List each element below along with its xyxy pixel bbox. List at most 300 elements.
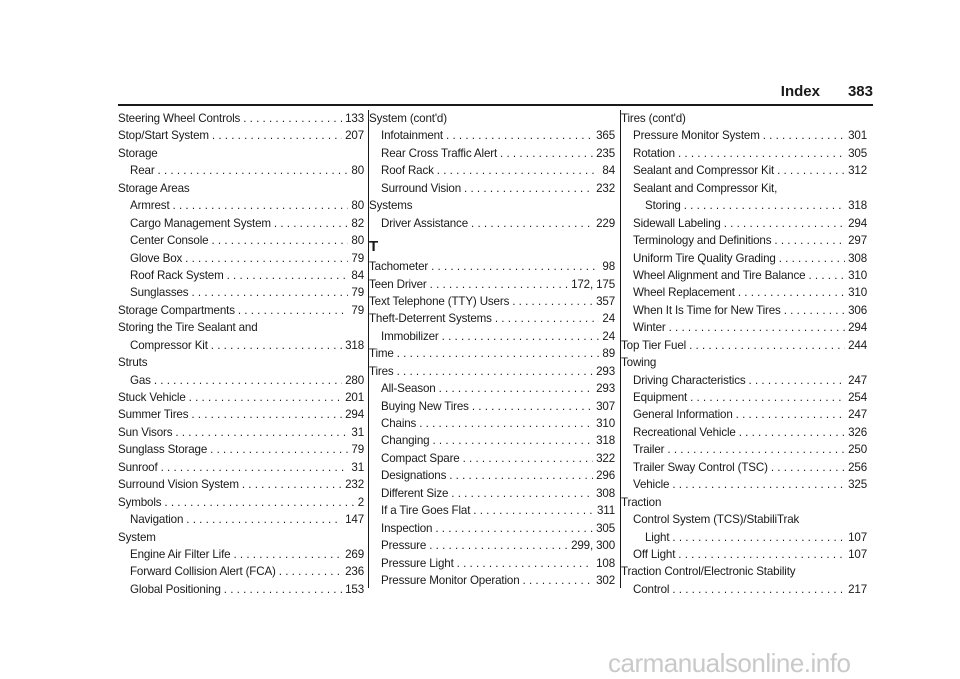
index-page-ref: 301 xyxy=(848,129,867,143)
index-page-ref: 318 xyxy=(848,199,867,213)
index-term: Stop/Start System xyxy=(118,129,209,143)
index-page-ref: 232 xyxy=(345,478,364,492)
index-term: Tires xyxy=(369,364,394,378)
dot-leader xyxy=(667,441,845,458)
index-entry xyxy=(369,145,615,162)
dot-leader xyxy=(690,389,845,406)
index-page-ref: 244 xyxy=(848,338,867,352)
index-term: Tires (cont'd) xyxy=(621,112,686,125)
index-term: All-Season xyxy=(381,382,436,396)
index-term: Armrest xyxy=(130,199,170,213)
index-term: Engine Air Filter Life xyxy=(130,547,231,561)
index-entry xyxy=(118,511,364,528)
dot-leader xyxy=(451,485,593,502)
dot-leader xyxy=(463,450,593,467)
dot-leader xyxy=(397,363,594,380)
index-term: Time xyxy=(369,347,394,361)
index-page-ref: 307 xyxy=(596,399,615,413)
dot-leader xyxy=(233,546,342,563)
index-entry xyxy=(369,293,615,310)
index-entry xyxy=(369,110,615,127)
dot-leader xyxy=(211,232,348,249)
index-page-ref: 82 xyxy=(351,216,364,230)
index-term: Inspection xyxy=(381,521,433,535)
index-term: Roof Rack xyxy=(381,164,434,178)
index-term: Sunglasses xyxy=(130,286,189,300)
index-entry xyxy=(118,424,364,441)
index-page-ref: 305 xyxy=(596,521,615,535)
index-page-ref: 256 xyxy=(848,460,867,474)
index-entry xyxy=(369,432,615,449)
index-entry xyxy=(621,162,867,179)
index-letter-heading: T xyxy=(369,238,379,256)
dot-leader xyxy=(429,537,568,554)
index-page-ref: 312 xyxy=(848,164,867,178)
index-entry xyxy=(118,459,364,476)
index-entry xyxy=(369,502,615,519)
index-term: Light xyxy=(645,530,670,544)
index-entry xyxy=(118,354,364,371)
index-page-ref: 153 xyxy=(345,582,364,596)
dot-leader xyxy=(442,328,600,345)
dot-leader xyxy=(186,511,342,528)
index-term: Traction Control/Electronic Stability xyxy=(621,565,796,579)
index-entry xyxy=(621,354,867,371)
index-term: Sunroof xyxy=(118,460,158,474)
page-number: 383 xyxy=(847,82,873,100)
index-entry xyxy=(369,398,615,415)
index-entry xyxy=(118,337,364,354)
index-term: Glove Box xyxy=(130,251,183,265)
section-title: Index xyxy=(780,82,820,100)
index-page-ref: 280 xyxy=(345,373,364,387)
index-page-ref: 299, 300 xyxy=(571,539,615,553)
index-page-ref: 232 xyxy=(596,181,615,195)
index-term: Recreational Vehicle xyxy=(633,425,736,439)
dot-leader xyxy=(495,310,600,327)
dot-leader xyxy=(242,476,342,493)
index-term: Stuck Vehicle xyxy=(118,391,186,404)
index-entry xyxy=(118,110,364,127)
index-entry xyxy=(118,127,364,144)
watermark: carmanualsonline.info xyxy=(608,648,851,678)
index-term: System xyxy=(118,530,156,544)
dot-leader xyxy=(669,319,845,336)
index-term: Towing xyxy=(621,356,657,370)
index-term: Forward Collision Alert (FCA) xyxy=(130,565,276,579)
dot-leader xyxy=(771,459,845,476)
index-page-ref: 308 xyxy=(848,251,867,265)
index-entry xyxy=(621,319,867,336)
index-term: Traction xyxy=(621,495,662,509)
index-entry xyxy=(118,215,364,232)
index-page-ref: 269 xyxy=(345,547,364,561)
dot-leader xyxy=(191,284,348,301)
index-page-ref: 147 xyxy=(345,513,364,527)
index-term: Uniform Tire Quality Grading xyxy=(633,251,776,265)
dot-leader xyxy=(437,162,600,179)
index-page-ref: 318 xyxy=(345,338,364,352)
index-entry xyxy=(118,284,364,301)
dot-leader xyxy=(435,520,593,537)
index-entry xyxy=(369,310,615,327)
dot-leader xyxy=(471,215,593,232)
index-term: Compact Spare xyxy=(381,451,460,465)
index-page-ref: 217 xyxy=(848,582,867,596)
index-term: Designations xyxy=(381,469,447,483)
dot-leader xyxy=(724,215,845,232)
index-entry xyxy=(621,127,867,144)
dot-leader xyxy=(238,302,349,319)
dot-leader xyxy=(210,441,348,458)
index-page-ref: 201 xyxy=(345,391,364,404)
index-column-2 xyxy=(369,110,615,589)
index-page-ref: 236 xyxy=(345,565,364,579)
index-page-ref: 297 xyxy=(848,234,867,248)
index-term: Different Size xyxy=(381,486,449,500)
index-entry xyxy=(621,110,867,127)
index-page-ref: 322 xyxy=(596,451,615,465)
dot-leader xyxy=(419,415,593,432)
index-page-ref: 310 xyxy=(848,286,867,300)
index-entry xyxy=(118,441,364,458)
dot-leader xyxy=(154,372,342,389)
index-page-ref: 311 xyxy=(596,504,615,518)
index-term: Wheel Replacement xyxy=(633,286,735,300)
index-entry xyxy=(369,520,615,537)
dot-leader xyxy=(173,197,349,214)
index-entry xyxy=(369,363,615,380)
index-page-ref: 207 xyxy=(345,129,364,143)
index-column-3 xyxy=(621,110,867,598)
index-entry xyxy=(118,145,364,162)
index-entry xyxy=(369,415,615,432)
index-page-ref: 84 xyxy=(602,164,615,178)
header-divider xyxy=(118,104,873,106)
index-entry xyxy=(621,563,867,580)
dot-leader xyxy=(431,258,599,275)
index-term: Surround Vision System xyxy=(118,478,239,492)
dot-leader xyxy=(164,494,354,511)
index-term: Changing xyxy=(381,434,430,448)
dot-leader xyxy=(672,476,845,493)
index-entry xyxy=(118,162,364,179)
index-entry xyxy=(118,319,364,336)
index-entry xyxy=(621,424,867,441)
index-term: Pressure Light xyxy=(381,556,454,570)
dot-leader xyxy=(274,215,348,232)
index-page-ref: 79 xyxy=(351,443,364,457)
index-term: Struts xyxy=(118,356,148,370)
index-page-ref: 294 xyxy=(345,408,364,422)
index-term: Vehicle xyxy=(633,478,670,492)
index-entry xyxy=(621,372,867,389)
index-term: When It Is Time for New Tires xyxy=(633,303,781,317)
index-page-ref: 310 xyxy=(848,268,867,282)
index-page-ref: 79 xyxy=(351,286,364,300)
index-term: Driver Assistance xyxy=(381,216,469,230)
index-page-ref: 294 xyxy=(848,216,867,230)
dot-leader xyxy=(446,127,593,144)
index-term: Control xyxy=(633,582,670,596)
index-entry xyxy=(118,250,364,267)
index-entry xyxy=(621,406,867,423)
index-entry xyxy=(621,337,867,354)
index-page-ref: 98 xyxy=(602,260,615,274)
index-page-ref: 24 xyxy=(602,312,615,326)
index-entry xyxy=(369,162,615,179)
index-page-ref: 250 xyxy=(848,443,867,457)
dot-leader xyxy=(191,406,342,423)
index-entry xyxy=(118,494,364,511)
dot-leader xyxy=(464,180,593,197)
index-page-ref: 84 xyxy=(351,268,364,282)
index-entry xyxy=(621,441,867,458)
index-entry xyxy=(369,485,615,502)
index-entry xyxy=(369,345,615,362)
index-page-ref: 293 xyxy=(596,382,615,396)
index-page-ref: 79 xyxy=(351,303,364,317)
index-page-ref: 247 xyxy=(848,408,867,422)
index-term: Control System (TCS)/StabiliTrak xyxy=(633,513,800,527)
index-term: Driving Characteristics xyxy=(633,373,746,387)
dot-leader xyxy=(784,302,845,319)
index-entry xyxy=(621,389,867,406)
dot-leader xyxy=(684,197,845,214)
dot-leader xyxy=(739,424,845,441)
dot-leader xyxy=(449,467,593,484)
index-page-ref: 308 xyxy=(596,486,615,500)
index-entry xyxy=(118,406,364,423)
index-term: Sun Visors xyxy=(118,425,173,439)
index-entry xyxy=(369,450,615,467)
index-term: Steering Wheel Controls xyxy=(118,112,241,125)
index-entry xyxy=(621,215,867,232)
index-entry xyxy=(118,267,364,284)
index-term: Wheel Alignment and Tire Balance xyxy=(633,268,806,282)
index-term: Theft-Deterrent Systems xyxy=(369,312,492,326)
index-term: Storing xyxy=(645,199,681,213)
dot-leader xyxy=(279,563,342,580)
dot-leader xyxy=(189,389,342,406)
index-page-ref: 172, 175 xyxy=(571,277,615,291)
index-page-ref: 310 xyxy=(596,417,615,430)
dot-leader xyxy=(672,581,845,598)
index-entry xyxy=(369,572,615,589)
index-entry xyxy=(118,389,364,406)
index-entry xyxy=(621,459,867,476)
index-term: Symbols xyxy=(118,495,162,509)
index-entry xyxy=(118,476,364,493)
index-page-ref: 107 xyxy=(848,547,867,561)
index-term: Sealant and Compressor Kit xyxy=(633,164,775,178)
index-page-ref: 2 xyxy=(357,495,364,509)
index-entry xyxy=(621,476,867,493)
dot-leader xyxy=(243,110,342,127)
index-entry xyxy=(621,529,867,546)
dot-leader xyxy=(777,162,845,179)
dot-leader xyxy=(432,432,593,449)
index-page-ref: 79 xyxy=(351,251,364,265)
page-header xyxy=(118,78,873,104)
index-term: If a Tire Goes Flat xyxy=(381,504,471,518)
dot-leader xyxy=(430,276,568,293)
index-term: Top Tier Fuel xyxy=(621,338,687,352)
index-page-ref: 235 xyxy=(596,146,615,160)
index-term: Buying New Tires xyxy=(381,399,469,413)
dot-leader xyxy=(457,555,593,572)
index-term: Pressure Monitor Operation xyxy=(381,573,520,587)
index-term: Navigation xyxy=(130,513,184,527)
index-entry xyxy=(369,467,615,484)
dot-leader xyxy=(439,380,594,397)
index-term: Equipment xyxy=(633,391,688,404)
index-entry xyxy=(369,180,615,197)
index-term: Teen Driver xyxy=(369,277,427,291)
index-term: Sealant and Compressor Kit, xyxy=(633,181,778,195)
index-entry xyxy=(118,302,364,319)
index-term: Rear xyxy=(130,164,155,178)
index-entry xyxy=(118,563,364,580)
index-entry xyxy=(621,232,867,249)
index-term: Off Light xyxy=(633,547,676,561)
index-page-ref: 293 xyxy=(596,364,615,378)
dot-leader xyxy=(763,127,845,144)
index-term: Terminology and Definitions xyxy=(633,234,772,248)
index-page-ref: 80 xyxy=(351,199,364,213)
index-entry xyxy=(369,276,615,293)
index-page-ref: 357 xyxy=(596,294,615,308)
index-term: Cargo Management System xyxy=(130,216,271,230)
index-column-1 xyxy=(118,110,364,598)
index-entry xyxy=(621,197,867,214)
index-page-ref: 325 xyxy=(848,478,867,492)
index-term: Rear Cross Traffic Alert xyxy=(381,146,498,160)
index-entry xyxy=(118,581,364,598)
index-entry xyxy=(369,197,615,214)
index-term: Sidewall Labeling xyxy=(633,216,721,230)
index-entry xyxy=(621,302,867,319)
index-page-ref: 89 xyxy=(602,347,615,361)
index-entry xyxy=(369,537,615,554)
index-term: Storing the Tire Sealant and xyxy=(118,321,258,335)
index-term: Surround Vision xyxy=(381,181,462,195)
index-term: Pressure Monitor System xyxy=(633,129,760,143)
index-entry xyxy=(118,372,364,389)
index-term: Tachometer xyxy=(369,260,429,274)
index-term: System (cont'd) xyxy=(369,112,447,125)
index-entry xyxy=(621,546,867,563)
index-page-ref: 31 xyxy=(351,460,364,474)
index-page-ref: 229 xyxy=(596,216,615,230)
index-term: Systems xyxy=(369,199,413,213)
dot-leader xyxy=(473,502,594,519)
dot-leader xyxy=(500,145,593,162)
index-page-ref: 302 xyxy=(596,573,615,587)
index-page-ref: 108 xyxy=(596,556,615,570)
index-page-ref: 294 xyxy=(848,321,867,335)
index-term: Text Telephone (TTY) Users xyxy=(369,294,510,308)
index-entry xyxy=(621,180,867,197)
index-entry xyxy=(621,581,867,598)
index-term: Rotation xyxy=(633,146,675,160)
dot-leader xyxy=(678,145,845,162)
dot-leader xyxy=(678,546,845,563)
dot-leader xyxy=(672,529,845,546)
index-term: Trailer Sway Control (TSC) xyxy=(633,460,768,474)
index-entry xyxy=(369,328,615,345)
dot-leader xyxy=(774,232,845,249)
index-term: Gas xyxy=(130,373,151,387)
index-term: Global Positioning xyxy=(130,582,221,596)
index-page-ref: 326 xyxy=(848,425,867,439)
index-page-ref: 254 xyxy=(848,391,867,404)
dot-leader xyxy=(175,424,348,441)
index-term: Pressure xyxy=(381,539,427,553)
dot-leader xyxy=(158,162,349,179)
index-page-ref: 80 xyxy=(351,164,364,178)
dot-leader xyxy=(211,337,342,354)
dot-leader xyxy=(185,250,348,267)
index-page-ref: 306 xyxy=(848,303,867,317)
dot-leader xyxy=(227,267,349,284)
dot-leader xyxy=(749,372,846,389)
dot-leader xyxy=(512,293,593,310)
index-page-ref: 107 xyxy=(848,530,867,544)
index-term: Chains xyxy=(381,417,417,430)
dot-leader xyxy=(736,406,845,423)
dot-leader xyxy=(779,250,845,267)
index-term: Winter xyxy=(633,321,666,335)
index-term: Storage xyxy=(118,146,158,160)
dot-leader xyxy=(808,267,845,284)
index-page-ref: 318 xyxy=(596,434,615,448)
index-term: General Information xyxy=(633,408,733,422)
index-entry xyxy=(369,380,615,397)
index-entry xyxy=(369,215,615,232)
index-entry xyxy=(621,250,867,267)
index-entry xyxy=(118,232,364,249)
index-page-ref: 247 xyxy=(848,373,867,387)
index-entry xyxy=(621,267,867,284)
index-page-ref: 24 xyxy=(602,329,615,343)
dot-leader xyxy=(472,398,593,415)
dot-leader xyxy=(397,345,600,362)
index-term: Summer Tires xyxy=(118,408,189,422)
index-page-ref: 80 xyxy=(351,234,364,248)
index-entry xyxy=(118,197,364,214)
index-term: Center Console xyxy=(130,234,209,248)
dot-leader xyxy=(738,284,845,301)
dot-leader xyxy=(212,127,342,144)
index-term: Roof Rack System xyxy=(130,268,224,282)
dot-leader xyxy=(224,581,342,598)
dot-leader xyxy=(689,337,845,354)
index-term: Compressor Kit xyxy=(130,338,208,352)
index-term: Storage Areas xyxy=(118,181,190,195)
index-entry xyxy=(369,258,615,275)
index-page-ref: 31 xyxy=(351,425,364,439)
dot-leader xyxy=(161,459,349,476)
index-term: Infotainment xyxy=(381,129,444,143)
index-term: Sunglass Storage xyxy=(118,443,208,457)
index-term: Trailer xyxy=(633,443,665,457)
index-page-ref: 365 xyxy=(596,129,615,143)
index-entry xyxy=(118,529,364,546)
index-entry xyxy=(621,284,867,301)
index-term: Immobilizer xyxy=(381,329,439,343)
index-page-ref: 296 xyxy=(596,469,615,483)
